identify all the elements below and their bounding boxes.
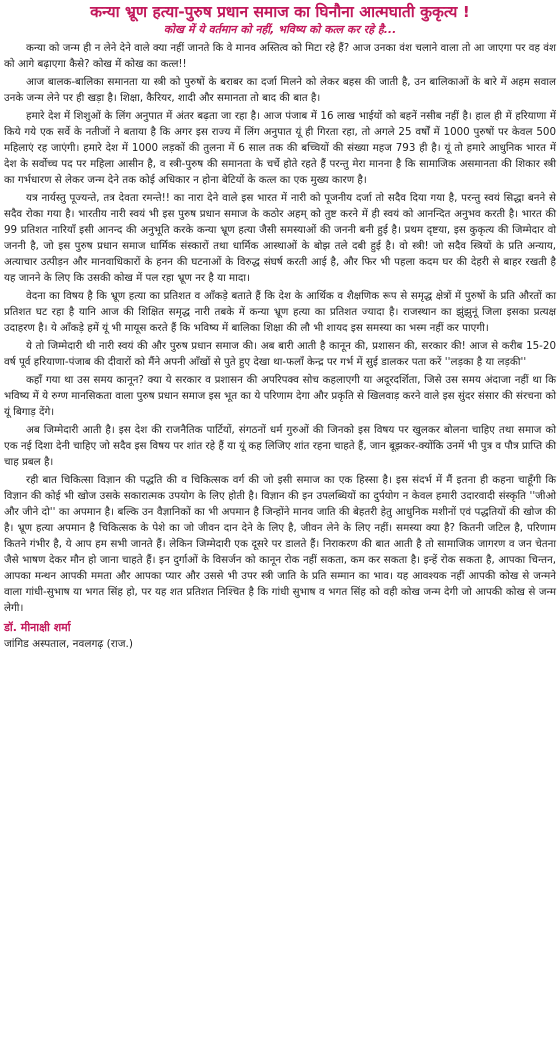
paragraph: कहाँ गया था उस समय कानून? क्या ये सरकार व प्रशासन की अपरिपक्व सोच कहलाएगी या अदूरदर्शिता, जिसे उस समय अंदाजा नहीं था कि भविष्य में ये रुग्ण मानसिकता वाला पुरुष प्रधान समाज इस भूत का ये परिणाम देगा और प्रकृति से खिलवाड़ करने वाले इस सुंदर संसार की संरचना को यूं बिगाड़ देंगे। — [4, 374, 556, 418]
article-page — [0, 2, 560, 1044]
paragraph: अब जिम्मेदारी आती है। इस देश की राजनैतिक पार्टियों, संगठनों धर्म गुरुओं की जिनको इस विषय पर खुलकर बोलना चाहिए तथा समाज को एक नई दिशा देनी चाहिए जो सदैव इस विषय पर शांत रहे हैं या यूं कह लिजिए शांत रहना चाहते हैं, जान बूझकर-क्योंकि उनमें भी पुत्र व पौत्र प्राप्ति की चाह प्रबल है। — [4, 424, 556, 468]
paragraph: कन्या को जन्म ही न लेने देने वाले क्या नहीं जानते कि वे मानव अस्तित्व को मिटा रहे हैं? आज उनका वंश चलाने वाला तो आ जाएगा पर वह वंश को आगे बढ़ाएगा कैसे? कोख में कोख का कत्ल!! — [4, 42, 556, 70]
article-subtitle: कोख में ये वर्तमान को नहीं, भविष्य को कत्ल कर रहे है... — [163, 23, 397, 36]
paragraph: रही बात चिकित्सा विज्ञान की पद्धति की व चिकित्सक वर्ग की जो इसी समाज का एक हिस्सा है। इस संदर्भ में मैं इतना ही कहना चाहूँगी कि विज्ञान की कोई भी खोज उसके सकारात्मक उपयोग के लिए होती है। विज्ञान की इन उपलब्धियों का दुर्पयोग न केवल हमारी उदारवादी संस्कृति ''जीओ और जीने दो'' का अपमान है। बल्कि उन वैज्ञानिकों का भी अपमान है जिन्होंने मानव जाति की बेहतरी हेतु आधुनिक मशीनों एवं पद्धतियों की खोज की है। भ्रूण हत्या अपमान है चिकित्सक के पेशे का जो जीवन दान देने के लिए है, जीवन लेने के लिए नहीं। समस्या क्या है? कितनी जटिल है, परिणाम कितने गंभीर है, ये आप हम सभी जानते हैं। लेकिन जिम्मेदारी एक दूसरे पर डालते हैं। निराकरण की बात आती है तो सामाजिक जागरण व जन चेतना जैसे भाषण देकर मौन हो जाना चाहते हैं। इन दुर्गाओं के विसर्जन को कानून रोक नहीं सकता, कम कर सकता है। इन्हें रोक सकता है, आपका चिन्तन, आपका मन्थन आपकी ममता और आपका प्यार और उससे भी उपर स्त्री जाति के प्रति सम्मान का भाव। यह आवश्यक नहीं आपकी कोख से जन्मने वाला गांधी-सुभाष या भगत सिंह हो, पर यह शत प्रतिशत निश्चित है कि गांधी सुभाष व भगत सिंह को वही कोख जन्म देगी जो आपकी कोख से जन्म लेगी। — [4, 474, 556, 614]
article-title: कन्या भ्रूण हत्या-पुरुष प्रधान समाज का घिनौना आत्मघाती कुकृत्य ! — [90, 3, 470, 21]
author-name: डॉ. मीनाक्षी शर्मा — [4, 621, 71, 634]
article-body — [4, 40, 556, 616]
paragraph: आज बालक-बालिका समानता या स्त्री को पुरुषों के बराबर का दर्जा मिलने को लेकर बहस की जाती है, उन बालिकाओं के बारे में अहम सवाल उनके जन्म लेने पर ही खड़ा है। शिक्षा, कैरियर, शादी और समानता तो बाद की बात है। — [4, 76, 556, 104]
author-address: जांगिड अस्पताल, नवलगढ़ (राज.) — [4, 638, 133, 650]
paragraph: ये तो जिम्मेदारी थी नारी स्वयं की और पुरुष प्रधान समाज की। अब बारी आती है कानून की, प्रशासन की, सरकार की! आज से करीब 15-20 वर्ष पूर्व हरियाणा-पंजाब की दीवारों को मैंने अपनी आँखों से पुते हुए देखा था-फलाँ केन्द्र पर गर्भ में सुई डालकर पता करें ''लड़का है या लड़की'' — [4, 340, 556, 368]
paragraph: यत्र नार्यस्तु पूज्यन्ते, तत्र देवता रमन्ते!! का नारा देने वाले इस भारत में नारी को पूजनीय दर्जा तो सदैव दिया गया है, परन्तु स्वयं सिद्धा बनने से सदैव रोका गया है। भारतीय नारी स्वयं भी इस पुरुष प्रधान समाज के कठोर अहम् को तुष्ट करने में ही स्वयं को आनन्दित अनुभव करती है। भारत की 99 प्रतिशत नारियाँ इसी आनन्द की अनुभूति करके कन्या भ्रूण हत्या जैसी समस्याओं की जननी बनी हुई है। प्रथम दृष्टया, इस कुकृत्य की जिम्मेदार वो जननी है, जो इस पुरुष प्रधान समाज धार्मिक संस्कारों तथा धार्मिक आस्थाओं के बोझ तले दबी हुई है। वो स्त्री! जो सदैव स्त्रियों के प्रति अन्याय, अत्याचार उत्पीड़न और मानवाधिकारों के हनन की घटनाओं के विरुद्ध संघर्ष करती आई है, और फिर भी पहला कदम घर की देहरी से बाहर रखती है यह जानने के लिए कि उसकी कोख में पल रहा भ्रूण नर है या मादा। — [4, 192, 556, 284]
paragraph: वेदना का विषय है कि भ्रूण हत्या का प्रतिशत व आँकड़े बताते हैं कि देश के आर्थिक व शैक्षणिक रूप से समृद्ध क्षेत्रों में पुरुषों के प्रति औरतों का प्रतिशत घट रहा है यानि आज की शिक्षित समृद्ध नारी तबके में कन्या भ्रूण हत्या का प्रतिशत ज्यादा है। राजस्थान का झुंझुनूं जिला इसका प्रत्यक्ष उदाहरण है। ये आँकड़े हमें यूं भी मायूस करते हैं कि भविष्य में बालिका शिक्षा की लौ भी शायद इस समस्या का भस्म नहीं कर पाएगी। — [4, 290, 556, 334]
paragraph: हमारे देश में शिशुओं के लिंग अनुपात में अंतर बढ़ता जा रहा है। आज पंजाब में 16 लाख भाईयों को बहनें नसीब नहीं है। हाल ही में हरियाणा में किये गये एक सर्वे के नतीजों ने बताया है कि अगर इस राज्य में लिंग अनुपात यूं ही गिरता रहा, तो अगले 25 वर्षों में 1000 पुरुषों पर केवल 500 महिलाएं रह जाएंगी। हमारे देश में 1000 लड़कों की तुलना में 6 साल तक की बच्चियों की संख्या महज 793 ही है। यूं तो हमारे आधुनिक भारत में देश के सर्वोच्च पद पर महिला आसीन है, व स्त्री-पुरुष की समानता के चर्चे होते रहते हैं परन्तु मेरा मानना है कि सामाजिक असमानता की शिकार स्त्री का गर्भधारण से लेकर जन्म देने तक कोई अधिकार न होना बेटियों के कत्ल का एक मुख्य कारण है। — [4, 110, 556, 186]
